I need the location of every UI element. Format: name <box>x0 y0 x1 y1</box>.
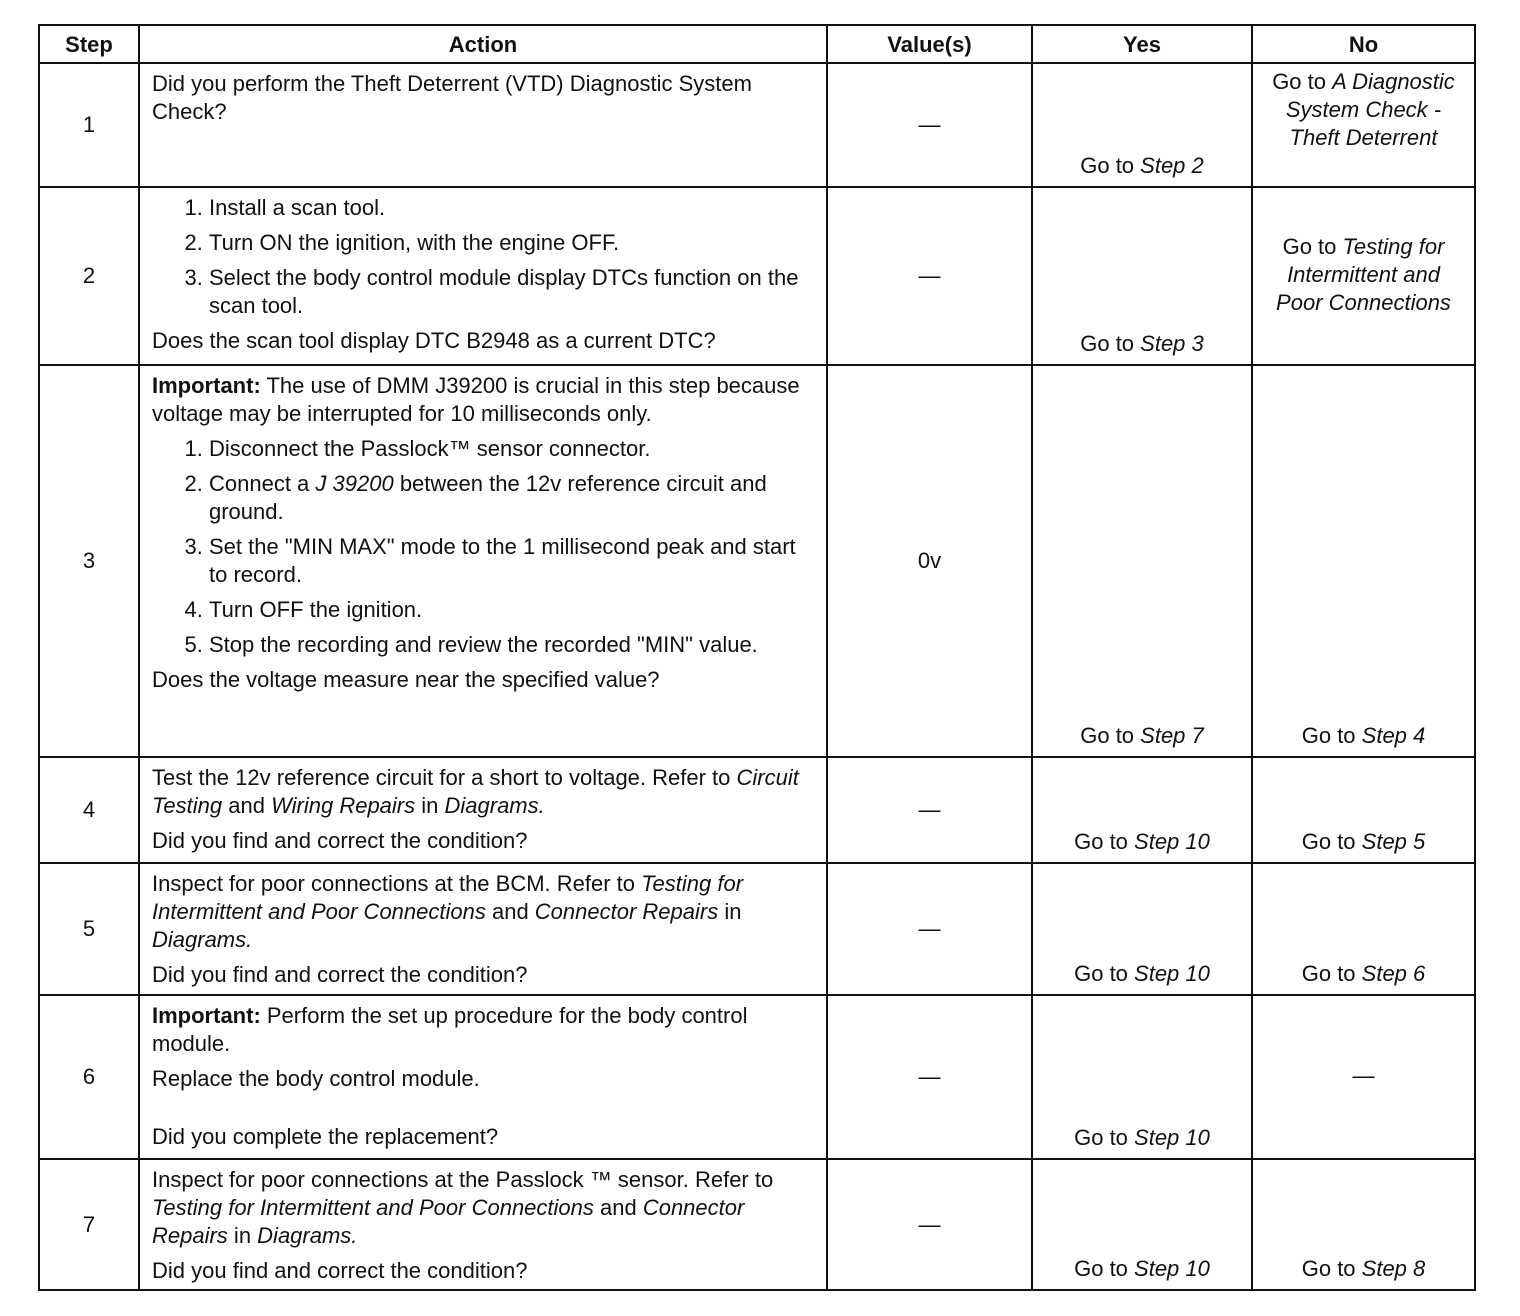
no-cell <box>1252 757 1475 863</box>
no-prefix: Go to <box>1301 723 1362 748</box>
important-text: The use of DMM J39200 is crucial in this step because voltage may be interrupted for 10 milliseconds only. <box>152 373 800 426</box>
item-text: Connect a <box>209 471 316 496</box>
action-cell <box>139 63 827 187</box>
table-row <box>39 757 1475 863</box>
reference-link[interactable]: Circuit Testing <box>152 765 799 818</box>
important-note <box>152 1002 814 1058</box>
action-cell <box>139 995 827 1159</box>
text-fragment: Test the 12v reference circuit for a short to voltage. Refer to <box>152 765 737 790</box>
value-cell: — <box>827 187 1032 365</box>
no-prefix: Go to <box>1272 69 1333 94</box>
yes-prefix: Go to <box>1080 723 1141 748</box>
yes-prefix: Go to <box>1080 153 1141 178</box>
yes-prefix: Go to <box>1080 331 1141 356</box>
action-list-item <box>209 470 814 526</box>
action-text: Did you perform the Theft Deterrent (VTD) Diagnostic System Check? <box>152 71 752 124</box>
table-row <box>39 863 1475 995</box>
yes-link[interactable]: Step 2 <box>1140 153 1204 178</box>
yes-cell <box>1032 1159 1252 1290</box>
table-row <box>39 187 1475 365</box>
action-list-item: 3. Set the "MIN MAX" mode to the 1 millisecond peak and start to record. <box>209 533 814 589</box>
header-row <box>39 25 1475 63</box>
text-fragment: and <box>593 1195 643 1220</box>
action-question: Does the scan tool display DTC B2948 as a current DTC? <box>152 328 716 353</box>
action-list-item: 4. Turn OFF the ignition. <box>209 596 814 624</box>
yes-prefix: Go to <box>1074 1256 1135 1281</box>
step-number: 1 <box>39 63 139 187</box>
text-fragment: in <box>718 899 742 924</box>
text-fragment: and <box>222 793 272 818</box>
no-cell <box>1252 1159 1475 1290</box>
action-text <box>152 1166 814 1250</box>
header-no: No <box>1252 25 1475 63</box>
step-number: 5 <box>39 863 139 995</box>
important-note <box>152 372 814 428</box>
no-link[interactable]: Step 8 <box>1361 1256 1426 1281</box>
action-cell <box>139 365 827 757</box>
diagnostic-steps-table <box>38 24 1476 1291</box>
action-question: Did you complete the replacement? <box>152 1124 499 1149</box>
no-prefix: Go to <box>1301 961 1362 986</box>
text-fragment: Inspect for poor connections at the BCM. Refer to <box>152 871 642 896</box>
no-cell: — <box>1252 995 1475 1159</box>
action-cell <box>139 863 827 995</box>
action-list-item: 2. Turn ON the ignition, with the engine OFF. <box>209 229 814 257</box>
action-cell <box>139 1159 827 1290</box>
item-text: between the 12v reference circuit and ground. <box>209 471 767 524</box>
reference-link[interactable]: Wiring Repairs <box>271 793 416 818</box>
no-prefix: Go to <box>1282 234 1343 259</box>
diagnostic-table-page <box>38 24 1474 1291</box>
yes-cell <box>1032 995 1252 1159</box>
yes-cell <box>1032 757 1252 863</box>
text-fragment: in <box>415 793 445 818</box>
yes-prefix: Go to <box>1074 961 1135 986</box>
reference-link[interactable]: Diagrams. <box>257 1223 358 1248</box>
no-cell <box>1252 365 1475 757</box>
yes-prefix: Go to <box>1074 1125 1135 1150</box>
no-cell <box>1252 187 1475 365</box>
action-cell <box>139 187 827 365</box>
header-yes: Yes <box>1032 25 1252 63</box>
action-text <box>152 764 814 820</box>
no-link[interactable]: Step 5 <box>1361 829 1426 854</box>
action-question: Does the voltage measure near the specified value? <box>152 667 660 692</box>
step-number: 2 <box>39 187 139 365</box>
value-cell: — <box>827 757 1032 863</box>
no-cell <box>1252 863 1475 995</box>
yes-link[interactable]: Step 7 <box>1140 723 1204 748</box>
yes-link[interactable]: Step 10 <box>1134 961 1210 986</box>
important-label: Important: <box>152 1003 261 1028</box>
no-link[interactable]: Step 6 <box>1361 961 1426 986</box>
text-fragment: Inspect for poor connections at the Passlock ™ sensor. Refer to <box>152 1167 774 1192</box>
yes-link[interactable]: Step 10 <box>1134 1125 1210 1150</box>
value-cell: — <box>827 63 1032 187</box>
step-number: 3 <box>39 365 139 757</box>
action-list-item: 3. Select the body control module display DTCs function on the scan tool. <box>209 264 814 320</box>
table-row <box>39 995 1475 1159</box>
no-prefix: Go to <box>1301 829 1362 854</box>
action-question: Did you find and correct the condition? <box>152 962 528 987</box>
step-number: 4 <box>39 757 139 863</box>
reference-link[interactable]: Diagrams. <box>444 793 545 818</box>
table-row <box>39 365 1475 757</box>
yes-cell <box>1032 863 1252 995</box>
yes-cell <box>1032 365 1252 757</box>
yes-prefix: Go to <box>1074 829 1135 854</box>
action-list <box>152 194 814 320</box>
action-list-item: 1. Install a scan tool. <box>209 194 814 222</box>
header-values: Value(s) <box>827 25 1032 63</box>
reference-link[interactable]: Connector Repairs <box>534 899 719 924</box>
action-list-item: 5. Stop the recording and review the recorded "MIN" value. <box>209 631 814 659</box>
no-prefix: Go to <box>1301 1256 1362 1281</box>
value-cell: — <box>827 863 1032 995</box>
action-list <box>152 435 814 659</box>
reference-link[interactable]: Connector Repairs <box>152 1195 745 1248</box>
no-link[interactable]: Testing for Intermittent and Poor Connections <box>1276 234 1451 315</box>
yes-cell <box>1032 63 1252 187</box>
no-link[interactable]: A Diagnostic System Check - Theft Deterrent <box>1285 69 1455 150</box>
action-text: Replace the body control module. <box>152 1066 480 1091</box>
yes-link[interactable]: Step 10 <box>1134 829 1210 854</box>
table-row <box>39 63 1475 187</box>
step-number: 6 <box>39 995 139 1159</box>
action-text <box>152 870 814 954</box>
tool-reference: J 39200 <box>315 471 394 496</box>
header-action: Action <box>139 25 827 63</box>
no-link[interactable]: Step 4 <box>1361 723 1426 748</box>
text-fragment: and <box>485 899 535 924</box>
yes-cell <box>1032 187 1252 365</box>
table-row <box>39 1159 1475 1290</box>
action-question: Did you find and correct the condition? <box>152 1258 528 1283</box>
important-text: Perform the set up procedure for the body control module. <box>152 1003 748 1056</box>
reference-link[interactable]: Testing for Intermittent and Poor Connections <box>152 1195 594 1220</box>
value-cell: — <box>827 995 1032 1159</box>
text-fragment: in <box>227 1223 258 1248</box>
action-list-item: 1. Disconnect the Passlock™ sensor connector. <box>209 435 814 463</box>
no-cell <box>1252 63 1475 187</box>
step-number: 7 <box>39 1159 139 1290</box>
value-cell: 0v <box>827 365 1032 757</box>
reference-link[interactable]: Diagrams. <box>152 927 253 952</box>
action-question: Did you find and correct the condition? <box>152 828 528 853</box>
reference-link[interactable]: Testing for Intermittent and Poor Connections <box>152 871 744 924</box>
yes-link[interactable]: Step 10 <box>1134 1256 1210 1281</box>
important-label: Important: <box>152 373 261 398</box>
value-cell: — <box>827 1159 1032 1290</box>
header-step: Step <box>39 25 139 63</box>
action-cell <box>139 757 827 863</box>
yes-link[interactable]: Step 3 <box>1140 331 1204 356</box>
